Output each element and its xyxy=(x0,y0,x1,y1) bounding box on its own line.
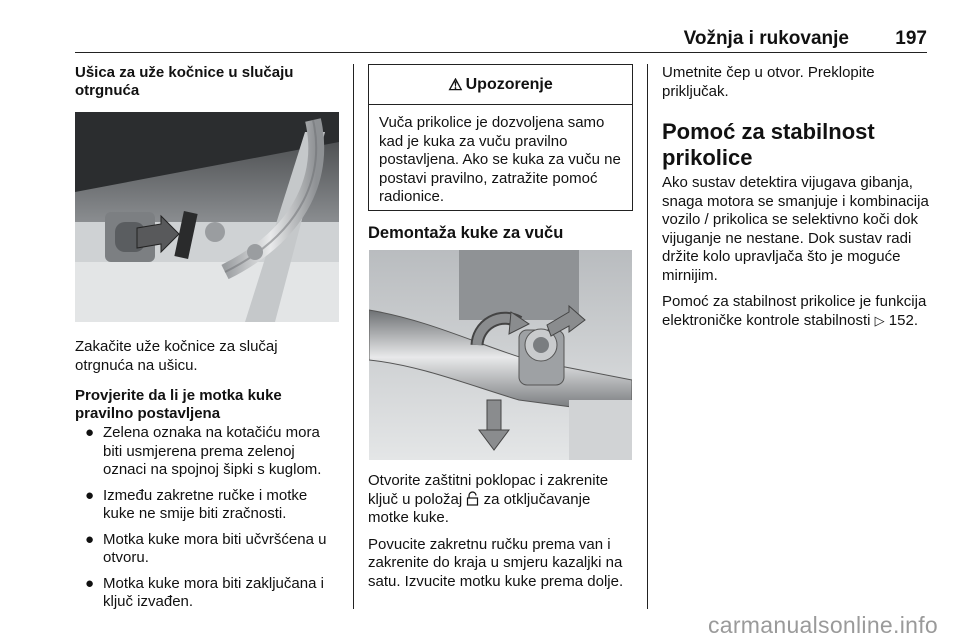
figure-breakaway-eye xyxy=(75,112,339,322)
warning-triangle-icon: ⚠ xyxy=(448,76,463,94)
removal-step-2: Povucite zakretnu ručku prema van i zakrenite do kraja u smjeru kazaljki na satu. Izvucite motku kuke prema dolje. xyxy=(368,535,624,590)
column-middle-text xyxy=(368,472,634,591)
unlock-symbol-icon xyxy=(466,491,479,508)
list-item: ● Između zakretne ručke i motke kuke ne smije biti zračnosti. xyxy=(85,486,308,522)
bullet-icon: ● xyxy=(85,424,95,441)
check-list xyxy=(75,424,340,612)
column-divider xyxy=(353,64,354,609)
caption-breakaway: Zakačite uže kočnice za slučaj otrgnuća na ušicu. xyxy=(75,338,278,374)
column-left xyxy=(75,64,340,100)
warning-box xyxy=(368,64,633,211)
list-item: ● Zelena oznaka na kotačiću mora biti usmjerena prema zelenoj oznaci na spojnoj šipki s kuglom. xyxy=(85,424,322,478)
list-item: ● Motka kuke mora biti zaključana i ključ izvađen. xyxy=(85,574,324,610)
heading-removal: Demontaža kuke za vuču xyxy=(368,224,564,242)
column-divider xyxy=(647,64,648,609)
subheading-check-rod: Provjerite da li je motka kuke pravilno postavljena xyxy=(75,387,282,422)
bullet-icon: ● xyxy=(85,486,95,504)
warning-text: Vuča prikolice je dozvoljena samo kad je kuka za vuču pravilno postavljena. Ako se kuka za vuču ne postavi pravilno, zatražite pomoć radionice. xyxy=(379,114,621,205)
list-item: ● Motka kuke mora biti učvršćena u otvoru. xyxy=(85,530,327,566)
column-left-text xyxy=(75,338,340,619)
stability-para-2: Pomoć za stabilnost prikolice je funkcija elektroničke kontrole stabilnosti ▷ 152. xyxy=(662,293,927,329)
bullet-icon: ● xyxy=(85,574,95,592)
figure-hook-removal xyxy=(369,250,632,460)
page-reference: 152. xyxy=(888,311,918,329)
bullet-icon: ● xyxy=(85,530,95,548)
warning-header xyxy=(369,65,632,105)
page-ref-arrow-icon: ▷ xyxy=(874,312,885,328)
watermark: carmanualsonline.info xyxy=(707,612,938,638)
section-title: Vožnja i rukovanje xyxy=(683,28,849,49)
column-middle xyxy=(368,224,634,243)
column-right xyxy=(662,64,932,330)
page-header xyxy=(75,26,927,53)
page-number: 197 xyxy=(895,28,927,49)
warning-title: Upozorenje xyxy=(465,75,553,93)
heading-trailer-stability: Pomoć za stabilnost prikolice xyxy=(662,119,875,170)
stability-para-1: Ako sustav detektira vijugava gibanja, snaga motora se smanjuje i kombinacija vozilo / prikolica se selektivno koči dok vijuganje ne nestane. Dok sustav radi držite kolo upravljača što je moguće mirnijim. xyxy=(662,174,929,284)
intro-text: Umetnite čep u otvor. Preklopite priključak. xyxy=(662,64,875,100)
heading-eye-breakaway: Ušica za uže kočnice u slučaju otrgnuća xyxy=(75,64,294,99)
removal-step-1: Otvorite zaštitni poklopac i zakrenite ključ u položaj za otključavanje motke kuke. xyxy=(368,472,609,526)
